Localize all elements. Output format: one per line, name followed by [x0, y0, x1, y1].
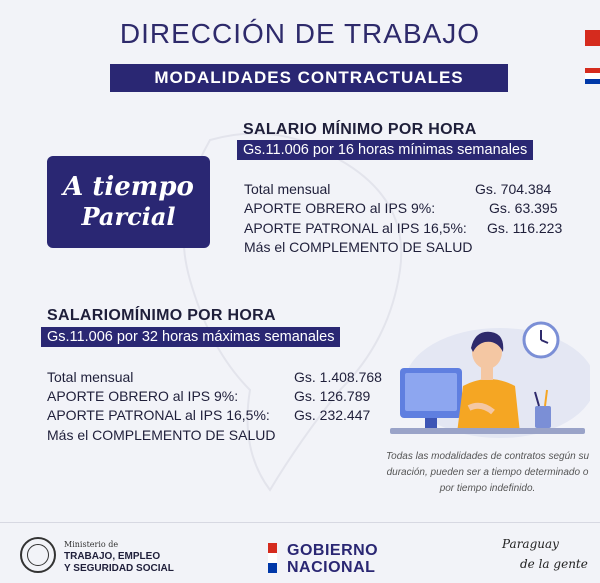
section2-extra: Más el COMPLEMENTO DE SALUD [47, 427, 276, 443]
page-title: DIRECCIÓN DE TRABAJO [119, 18, 481, 49]
footnote-text: Todas las modalidades de contratos según su duración, pueden ser a tiempo determinado o por tiempo indefinido. [385, 451, 590, 494]
footer-divider [0, 522, 600, 523]
slogan-line1: Paraguay [502, 537, 559, 551]
section1-row-value: Gs. 63.395 [489, 200, 558, 216]
section2-row-value: Gs. 126.789 [294, 388, 371, 404]
badge-line1: A tiempo [63, 172, 194, 203]
section1-row-label: Total mensual [244, 181, 331, 197]
flag-accent-bottom [585, 68, 600, 84]
section1-row-value: Gs. 116.223 [487, 220, 563, 236]
section2-row-value: Gs. 232.447 [294, 407, 371, 423]
section1-highlight: Gs.11.006 por 16 horas mínimas semanales [237, 140, 533, 160]
section1-title: SALARIO MÍNIMO POR HORA [243, 121, 477, 138]
worker-illustration [385, 308, 590, 438]
subtitle-bar [110, 64, 508, 92]
ministry-name-line2: Y SEGURIDAD SOCIAL [64, 563, 174, 574]
section2-row-value: Gs. 1.408.768 [294, 369, 382, 385]
section1-extra: Más el COMPLEMENTO DE SALUD [244, 239, 473, 255]
part-time-badge [47, 156, 210, 248]
section2-row-label: APORTE PATRONAL al IPS 16,5%: [47, 407, 270, 423]
clock-icon [524, 323, 558, 357]
section1-row-label: APORTE PATRONAL al IPS 16,5%: [244, 220, 467, 236]
ministry-seal-icon [20, 537, 56, 573]
ministry-prefix: Ministerio de [64, 540, 119, 549]
ministry-name-line1: TRABAJO, EMPLEO [64, 551, 161, 562]
section1-row-label: APORTE OBRERO al IPS 9%: [244, 200, 436, 216]
section1-row-value: Gs. 704.384 [475, 181, 552, 197]
section2-title: SALARIOMÍNIMO POR HORA [47, 307, 276, 324]
flag-icon [268, 543, 277, 573]
section2-row-label: Total mensual [47, 369, 134, 385]
badge-line2: Parcial [81, 202, 176, 232]
section2-highlight: Gs.11.006 por 32 horas máximas semanales [41, 327, 340, 347]
government-logo-line2: NACIONAL [287, 559, 376, 576]
section2-row-label: APORTE OBRERO al IPS 9%: [47, 388, 239, 404]
government-logo-line1: GOBIERNO [287, 542, 379, 559]
subtitle-text: MODALIDADES CONTRACTUALES [154, 68, 464, 87]
slogan-line2: de la gente [520, 557, 588, 571]
